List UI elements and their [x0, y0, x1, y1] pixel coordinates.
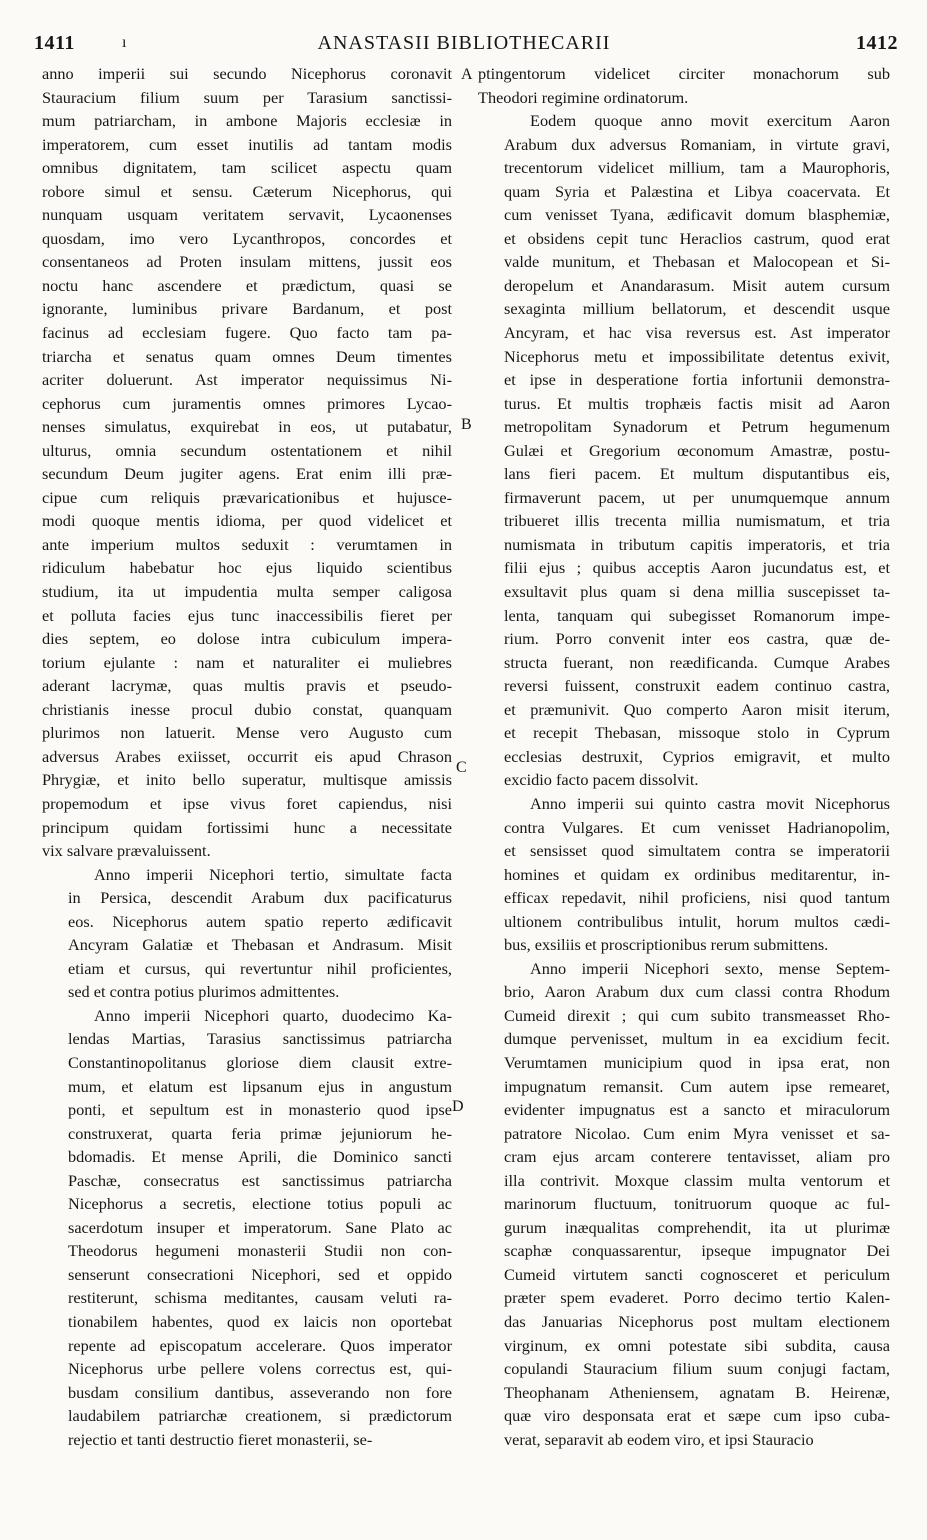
text-line: mum, et elatum est lipsanum ejus in angustum: [68, 1076, 452, 1096]
text-line: restiterunt, schisma meditantes, causam veluti ra-: [68, 1288, 452, 1308]
text-line: robore simul et sensu. Cæterum Nicephorus, qui: [42, 181, 452, 201]
text-line: omnibus dignitatem, tam scilicet aspectu quam: [42, 158, 452, 178]
text-line: cum venisset Tyana, ædificavit domum blasphemiæ,: [504, 205, 890, 225]
text-line: imperatorem, cum esset inutilis ad tantam modis: [42, 134, 452, 154]
page-number-right: 1412: [856, 32, 898, 54]
text-line: sexaginta millium bellatorum, et descendit usque: [504, 299, 890, 319]
text-line: exsultavit plus quam si dena millia suscepisset ta-: [504, 582, 890, 602]
text-line: rejectio et tanti destructio fieret monasterii, se-: [68, 1429, 373, 1449]
text-line: ignorante, luminibus privare Bardanum, et post: [42, 299, 452, 319]
running-title: ANASTASII BIBLIOTHECARII: [317, 32, 611, 54]
text-line: et recepit Thebasan, missoque stolo in Cyprum: [504, 723, 890, 743]
text-line: patratore Nicolao. Cum enim Myra venisset et sa-: [504, 1123, 890, 1143]
text-line: busdam consilium dantibus, asseverando non fore: [68, 1382, 452, 1402]
text-line: christianis inesse procul dubio constat, quanquam: [42, 699, 452, 719]
text-line: mum patriarcham, in ambone Majoris ecclesiæ in: [42, 111, 452, 131]
text-line: lendas Martias, Tarasius sanctissimus patriarcha: [68, 1029, 452, 1049]
text-line: sacerdotum insuper et imperatorum. Sane Plato ac: [68, 1217, 452, 1237]
text-line: gurum inæqualitas comprehendit, ita ut plurimæ: [504, 1217, 890, 1237]
text-line: tribueret illis trecenta millia numismatum, et tria: [504, 511, 890, 531]
text-line: lans fieri pacem. Et multum disputantibus eis,: [504, 464, 890, 484]
text-line: plurimos non latuerit. Mense vero Augusto cum: [42, 723, 452, 743]
text-line: Arabum dux adversus Romaniam, in virtute gravi,: [504, 134, 890, 154]
text-line: et polluta facies ejus tunc inaccessibilis fieret per: [42, 605, 452, 625]
page-number-left: 1411: [34, 32, 75, 54]
text-line: Anno imperii sui quinto castra movit Nicephorus: [530, 793, 890, 813]
text-line: turus. Et multis trophæis factis misit ad Aaron: [504, 393, 890, 413]
text-line: Phrygiæ, et inito bello superatur, multisque amissis: [42, 770, 452, 790]
text-line: senserunt consecrationi Nicephori, sed et oppido: [68, 1264, 452, 1284]
text-line: contra Vulgares. Et cum venisset Hadrianopolim,: [504, 817, 890, 837]
text-line: Anno imperii Nicephori quarto, duodecimo Ka-: [94, 1005, 452, 1025]
text-line: verat, separavit ab eodem viro, et ipsi Stauracio: [504, 1429, 814, 1449]
right-column-paragraph: [478, 62, 890, 109]
right-column-paragraph: [478, 792, 890, 957]
text-line: facinus ad ecclesiam fugere. Quo facto tam pa-: [42, 323, 452, 343]
text-line: Stauracium filium suum per Tarasium sanctissi-: [42, 87, 452, 107]
left-column-paragraph: [42, 62, 452, 863]
text-line: tionabilem habentes, quod ex laicis non oportebat: [68, 1311, 452, 1331]
text-line: et ipse in desperatione fortia infortunii demonstra-: [504, 370, 890, 390]
text-line: scaphæ conquassarentur, ipseque impugnator Dei: [504, 1241, 890, 1261]
left-column: [42, 62, 452, 1451]
text-line: construxerat, quarta feria primæ jejuniorum he-: [68, 1123, 452, 1143]
text-line: triarcha et senatus quam omnes Deum timentes: [42, 346, 452, 366]
text-line: Nicephorus a secretis, electione totius populi ac: [68, 1194, 452, 1214]
text-line: evidenter impugnatus est a sancto et miraculorum: [504, 1100, 890, 1120]
text-line: cram ejus arcam conterere tentavisset, aliam pro: [504, 1147, 890, 1167]
text-line: quam Syria et Palæstina et Libya coacervata. Et: [504, 181, 890, 201]
text-line: et sensisset quod simultatem contra se imperatorii: [504, 841, 890, 861]
text-line: Anno imperii Nicephori tertio, simultate facta: [94, 864, 452, 884]
text-line: ptingentorum videlicet circiter monachorum sub: [478, 64, 890, 83]
text-line: dumque pervenisset, multum in ea excidium fecit.: [504, 1029, 890, 1049]
text-line: vix salvare prævaluissent.: [42, 841, 211, 861]
text-line: bdomadis. Et mense Aprili, die Dominico sancti: [68, 1147, 452, 1167]
text-line: bus, exsiliis et proscriptionibus rerum submittens.: [504, 935, 829, 955]
text-line: filii ejus ; quibus acceptis Aaron jucundatus est, et: [504, 558, 890, 578]
text-line: trecentorum videlicet millium, tam a Maurophoris,: [504, 158, 890, 178]
text-line: reversi fuissent, construxit eadem continuo castra,: [504, 676, 890, 696]
text-line: ecclesias destruxit, Cyprios emigravit, et multo: [504, 746, 890, 766]
text-line: Ancyram Galatiæ et Thebasan et Andrasum. Misit: [68, 935, 452, 955]
text-line: nenses simulatus, exquirebat in eos, ut putabatur,: [42, 417, 452, 437]
page-header: [30, 32, 898, 62]
text-line: copulandi Stauracium filium suum conjugi factam,: [504, 1359, 890, 1379]
right-column: [478, 62, 890, 1451]
text-line: efficax repedavit, nihil proficiens, nisi quod tantum: [504, 888, 890, 908]
text-line: modi quoque mentis idioma, per quod videlicet et: [42, 511, 452, 531]
text-line: Nicephorus metu et impossibilitate detentus exivit,: [504, 346, 890, 366]
text-line: quæ viro desponsata erat et sæpe cum ipso cuba-: [504, 1406, 890, 1426]
text-line: cipue cum reliquis prævaricationibus et hujusce-: [42, 487, 452, 507]
text-line: virginum, ex omni potestate sibi subdita, causa: [504, 1335, 890, 1355]
text-line: ante imperium multos seduxit : verumtamen in: [42, 534, 452, 554]
text-line: anno imperii sui secundo Nicephorus coronavit: [42, 64, 452, 83]
text-line: eos. Nicephorus autem spatio reperto ædificavit: [68, 911, 452, 931]
text-line: homines et quidam ex ordinibus meditarentur, in-: [504, 864, 890, 884]
text-line: nunquam usquam veritatem servavit, Lycaonenses: [42, 205, 452, 225]
left-column-paragraph: [42, 1004, 452, 1451]
text-line: Constantinopolitanus gloriose diem clausit extre-: [68, 1052, 452, 1072]
text-line: et præmunivit. Quo comperto Aaron misit iterum,: [504, 699, 890, 719]
text-line: impugnatum remansit. Cum autem ipse remearet,: [504, 1076, 890, 1096]
printer-mark: ı: [122, 34, 127, 51]
text-line: brio, Aaron Arabum dux cum classi contra Rhodum: [504, 982, 890, 1002]
text-line: Paschæ, consecratus est sanctissimus patriarcha: [68, 1170, 452, 1190]
margin-letter-b: B: [461, 416, 472, 433]
text-line: ultionem contribulibus intulit, horum multos cædi-: [504, 911, 890, 931]
text-line: Gulæi et Gregorium œconomum Amastræ, postu-: [504, 440, 890, 460]
text-line: secundum Deum jugiter agens. Erat enim illi præ-: [42, 464, 452, 484]
text-line: Eodem quoque anno movit exercitum Aaron: [530, 111, 890, 131]
text-line: in Persica, descendit Arabum dux pacificaturus: [68, 888, 452, 908]
text-line: Theodori regimine ordinatorum.: [478, 87, 689, 107]
text-line: sed et contra potius plurimos admittentes.: [68, 982, 340, 1002]
text-line: ponti, et sepultum est in monasterio quod ipse: [68, 1100, 452, 1120]
text-line: consentaneos ad Proten insulam mittens, jussit eos: [42, 252, 452, 272]
text-line: Cumeid virtutem sancti cognosceret et periculum: [504, 1264, 890, 1284]
text-line: lenta, tanquam qui subegisset Romanorum impe-: [504, 605, 890, 625]
text-line: structa fuerant, non reædificanda. Cumque Arabes: [504, 652, 890, 672]
text-line: rium. Porro convenit inter eos castra, quæ de-: [504, 629, 890, 649]
margin-letter-a: A: [461, 66, 473, 83]
text-line: marinorum fluctuum, tonitruorum quoque ac ful-: [504, 1194, 890, 1214]
text-line: numismata in tributum capitis imperatoris, et tria: [504, 534, 890, 554]
text-line: aderant lacrymæ, quas multis pravis et pseudo-: [42, 676, 452, 696]
text-line: propemodum et ipse vivus foret capiendus, nisi: [42, 793, 452, 813]
text-line: Theodorus hegumeni monasterii Studii non con-: [68, 1241, 452, 1261]
text-line: studium, ita ut impudentia multa semper caligosa: [42, 582, 452, 602]
text-line: Ancyram, et hac visa reversus est. Ast imperator: [504, 323, 890, 343]
text-line: principum quidam fortissimi hunc a necessitate: [42, 817, 452, 837]
text-line: adversus Arabes exiisset, occurrit eis apud Chrason: [42, 746, 452, 766]
text-line: dies septem, eo dolose intra cubiculum impera-: [42, 629, 452, 649]
right-column-paragraph: [478, 957, 890, 1451]
text-line: repente ad episcopatum accelerare. Quos imperator: [68, 1335, 452, 1355]
text-line: das Januarias Nicephorus post multam electionem: [504, 1311, 890, 1331]
margin-letter-d: D: [452, 1098, 464, 1115]
text-line: Anno imperii Nicephori sexto, mense Septem-: [530, 958, 890, 978]
text-line: ulturus, omnia secundum ostentationem et nihil: [42, 440, 452, 460]
text-line: cephorus cum juramentis omnes primores Lycao-: [42, 393, 452, 413]
right-column-paragraph: [478, 109, 890, 792]
text-line: firmaverunt pacem, ut per unumquemque annum: [504, 487, 890, 507]
text-line: deropelum et Anandarasum. Misit autem cursum: [504, 275, 890, 295]
text-line: et obsidens cepit tunc Heraclios castrum, quod erat: [504, 228, 890, 248]
text-line: laudabilem patriarchæ creationem, si prædictorum: [68, 1406, 452, 1426]
text-line: quosdam, imo vero Lycanthropos, concordes et: [42, 228, 452, 248]
text-line: Verumtamen municipium quod in ipsa erat, non: [504, 1052, 890, 1072]
text-line: Cumeid direxit ; qui cum subito transmeasset Rho-: [504, 1005, 890, 1025]
text-line: etiam et cursus, qui revertuntur nihil proficientes,: [68, 958, 452, 978]
text-line: illa contrivit. Moxque classim multa ventorum et: [504, 1170, 890, 1190]
text-line: excidio facto pacem dissolvit.: [504, 770, 699, 790]
text-line: Nicephorus urbe pellere volens correctus est, qui-: [68, 1359, 452, 1379]
text-line: noctu hanc ascendere et prædictum, quasi se: [42, 275, 452, 295]
text-line: valde munitum, et Thebasan et Malocopean et Si-: [504, 252, 890, 272]
text-line: præter spem evaderet. Porro decimo tertio Kalen-: [504, 1288, 890, 1308]
text-line: torium ejulante : nam et naturaliter ei muliebres: [42, 652, 452, 672]
left-column-paragraph: [42, 863, 452, 1004]
text-line: Theophanam Atheniensem, agnatam B. Heirenæ,: [504, 1382, 890, 1402]
text-line: ridiculum habebatur hoc ejus liquido scientibus: [42, 558, 452, 578]
margin-letter-c: C: [456, 759, 467, 776]
text-line: metropolitam Synadorum et Petrum hegumenum: [504, 417, 890, 437]
text-line: acriter doluerunt. Ast imperator nequissimus Ni-: [42, 370, 452, 390]
